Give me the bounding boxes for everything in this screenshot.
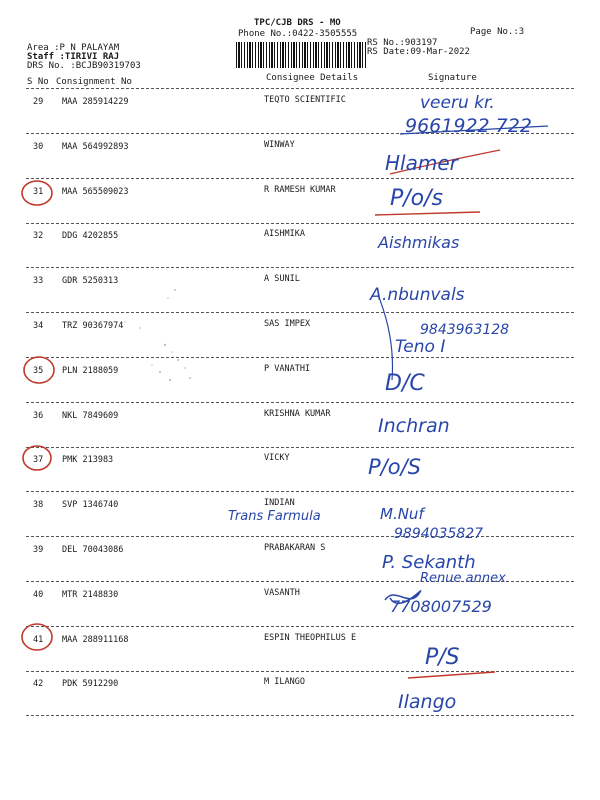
row-sno: 30 (33, 141, 44, 152)
row-divider (26, 267, 574, 268)
row-consignment-no: MAA 285914229 (62, 97, 129, 107)
column-header-signature: Signature (428, 73, 477, 83)
row-divider (26, 357, 574, 358)
row-consignment-no: NKL 7849609 (62, 410, 119, 421)
row-consignee: VICKY (264, 453, 290, 464)
row-consignment-no: PMK 213983 (62, 455, 114, 466)
signature-40-phone: 7708007529 (390, 597, 492, 616)
row-consignment-no: MAA 564992893 (62, 141, 129, 152)
ink-scribble (385, 591, 421, 603)
row-consignee: VASANTH (264, 587, 300, 598)
row-consignment-no: PLN 2188059 (62, 365, 119, 376)
row-sno: 42 (33, 679, 44, 690)
row-divider (26, 626, 574, 627)
rs-date: RS Date:09-Mar-2022 (367, 47, 470, 57)
signature-37: P/o/S (368, 455, 421, 479)
row-consignee: R RAMESH KUMAR (264, 184, 336, 195)
row-consignee: A SUNIL (264, 274, 300, 285)
row-divider (26, 671, 574, 672)
row-divider (26, 133, 574, 134)
row-sno: 29 (33, 97, 44, 107)
row-consignment-no: MAA 565509023 (62, 186, 129, 197)
row-sno: 34 (33, 321, 44, 331)
row-sno: 40 (33, 589, 44, 600)
row-divider (26, 178, 574, 179)
column-header-consignee: Consignee Details (266, 73, 359, 83)
signature-38-phone: 9894035827 (394, 526, 484, 542)
row-divider (26, 447, 574, 448)
row-sno: 31 (33, 186, 44, 197)
staff-label: Staff :TIRIVI RAJ (27, 52, 120, 62)
row-divider (26, 491, 574, 492)
row-consignee: PRABAKARAN S (264, 543, 326, 553)
page-number: Page No.:3 (470, 27, 525, 37)
scan-speckle (124, 289, 191, 381)
row-consignee: WINWAY (264, 139, 295, 150)
row-consignee: P VANATHI (264, 363, 311, 374)
signature-42: Ilango (398, 691, 457, 713)
row-sno: 41 (33, 634, 44, 645)
row-sno: 33 (33, 276, 44, 287)
row-divider (26, 223, 574, 224)
drs-number: DRS No. :BCJB90319703 (27, 61, 141, 71)
header-divider (26, 88, 574, 89)
signature-38-note: Trans Farmula (228, 509, 321, 524)
row-consignee: INDIAN (264, 498, 295, 509)
row-divider (26, 715, 574, 716)
row-divider (26, 402, 574, 403)
signature-29-phone: 9661922 722 (405, 115, 532, 137)
signature-39-note: Renue annex (420, 571, 506, 586)
row-divider (26, 312, 574, 313)
row-consignment-no: MTR 2148830 (62, 589, 119, 600)
row-consignment-no: TRZ 90367974 (62, 321, 124, 331)
row-sno: 35 (33, 365, 44, 376)
row-sno: 36 (33, 410, 44, 421)
row-divider (26, 536, 574, 537)
row-consignee: M ILANGO (264, 677, 305, 688)
signature-31: P/o/s (390, 186, 444, 211)
signature-36: Inchran (378, 415, 450, 437)
row-divider (26, 581, 574, 582)
row-sno: 37 (33, 455, 44, 466)
row-consignee: AISHMIKA (264, 229, 305, 240)
ink-stroke (390, 150, 500, 174)
column-header-sno: S No (27, 77, 49, 87)
signature-41: P/S (425, 645, 460, 670)
signature-34-name: Teno I (395, 337, 446, 357)
row-sno: 32 (33, 231, 44, 242)
column-header-consignment: Consignment No (56, 77, 132, 87)
area-label: Area :P N PALAYAM (27, 43, 120, 53)
signature-35: D/C (385, 371, 425, 396)
row-consignment-no: PDK 5912290 (62, 679, 119, 690)
row-sno: 38 (33, 500, 44, 511)
signature-32: Aishmikas (378, 233, 460, 252)
row-sno: 39 (33, 545, 44, 555)
phone-number: Phone No.:0422-3505555 (238, 29, 358, 39)
barcode (236, 42, 366, 68)
signature-39-name: P. Sekanth (382, 552, 476, 573)
signature-34-phone: 9843963128 (420, 322, 510, 338)
row-consignment-no: MAA 288911168 (62, 634, 129, 645)
row-consignment-no: GDR 5250313 (62, 276, 119, 287)
row-consignment-no: DDG 4202855 (62, 231, 119, 242)
row-consignee: TEQTO SCIENTIFIC (264, 95, 346, 105)
signature-33: A.nbunvals (370, 285, 465, 305)
ink-stroke (408, 672, 495, 678)
signature-30: Hlamer (385, 151, 458, 175)
signature-29-name: veeru kr. (420, 93, 495, 113)
rs-number: RS No.:903197 (367, 38, 438, 48)
row-consignment-no: DEL 70043086 (62, 545, 124, 555)
row-consignee: ESPIN THEOPHILUS E (264, 632, 357, 643)
row-consignment-no: SVP 1346740 (62, 500, 119, 511)
row-consignee: KRISHNA KUMAR (264, 408, 331, 419)
ink-stroke (375, 212, 480, 215)
document-title: TPC/CJB DRS - MO (254, 18, 341, 28)
row-consignee: SAS IMPEX (264, 319, 311, 329)
signature-38-name: M.Nuf (380, 505, 424, 523)
